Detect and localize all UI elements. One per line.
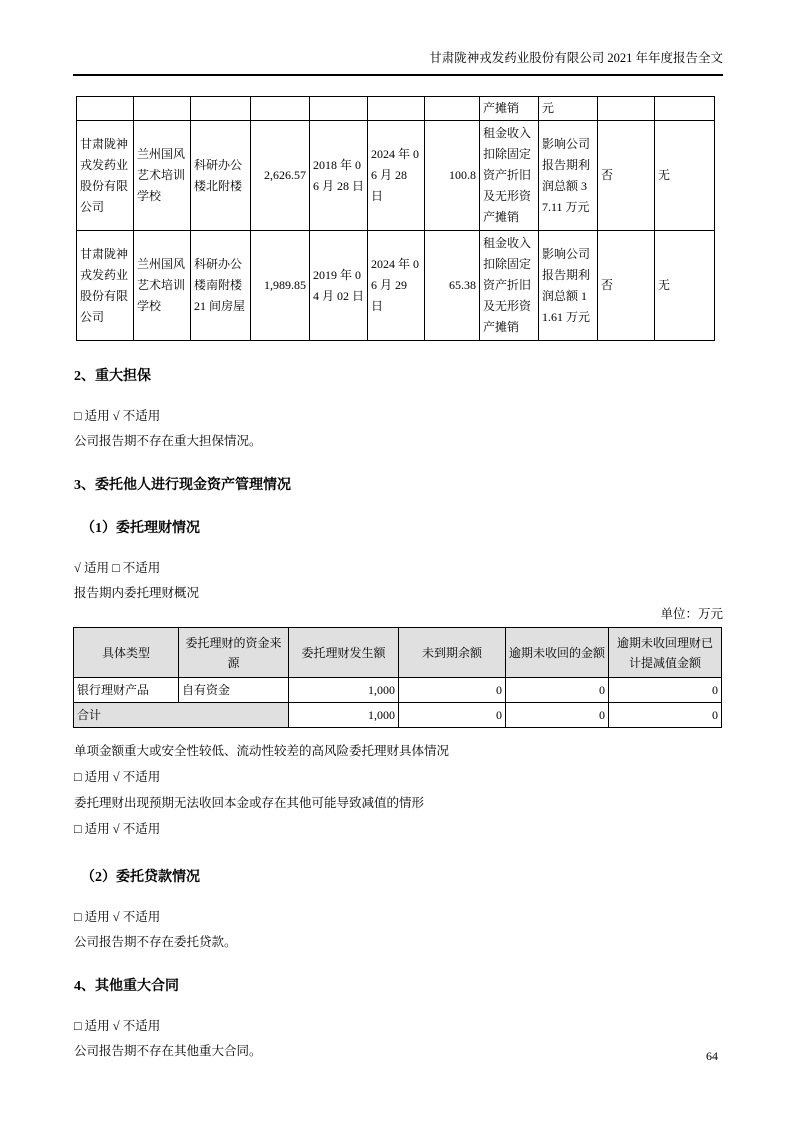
income-cell: 65.38 xyxy=(425,231,480,341)
carryover-unit-tail: 元 xyxy=(539,97,598,121)
applicability-line: □ 适用 √ 不适用 xyxy=(74,409,161,423)
applicability-line: □ 适用 √ 不适用 xyxy=(74,770,161,784)
end-date-cell: 2024 年 06 月 28 日 xyxy=(368,121,425,231)
related-transaction-cell: 否 xyxy=(598,121,655,231)
lease-table xyxy=(76,96,715,341)
report-header-title: 甘肃陇神戎发药业股份有限公司 2021 年年度报告全文 xyxy=(73,50,723,76)
related-transaction-cell: 否 xyxy=(598,231,655,341)
wm-amount-cell: 1,000 xyxy=(289,678,399,703)
wm-header-type: 具体类型 xyxy=(74,628,179,678)
wm-header-overdue: 逾期未收回的金额 xyxy=(506,628,609,678)
empty-cell xyxy=(251,97,310,121)
section-heading-entrusted: 3、委托他人进行现金资产管理情况 xyxy=(74,478,291,493)
wm-header-amount: 委托理财发生额 xyxy=(289,628,399,678)
amount-cell: 2,626.57 xyxy=(251,121,310,231)
wm-table-header-row xyxy=(74,628,722,678)
income-basis-cell: 租金收入扣除固定资产折旧及无形资产摊销 xyxy=(480,231,539,341)
income-cell: 100.8 xyxy=(425,121,480,231)
wm-table-data-row xyxy=(74,678,722,703)
unit-note: 单位：万元 xyxy=(660,607,723,621)
asset-cell: 科研办公楼南附楼 21 间房屋 xyxy=(191,231,251,341)
high-risk-label: 单项金额重大或安全性较低、流动性较差的高风险委托理财具体情况 xyxy=(74,744,450,758)
wm-total-amount-cell: 1,000 xyxy=(289,703,399,728)
lease-table-row xyxy=(77,231,715,341)
lease-table-row xyxy=(77,121,715,231)
relationship-cell: 无 xyxy=(655,231,715,341)
wm-total-overdue-cell: 0 xyxy=(506,703,609,728)
empty-cell xyxy=(310,97,368,121)
empty-cell xyxy=(77,97,134,121)
start-date-cell: 2019 年 04 月 02 日 xyxy=(310,231,368,341)
wm-outstanding-cell: 0 xyxy=(399,678,506,703)
empty-cell xyxy=(134,97,191,121)
empty-cell xyxy=(368,97,425,121)
wm-total-outstanding-cell: 0 xyxy=(399,703,506,728)
subsection-heading-loans: （2）委托贷款情况 xyxy=(81,870,200,885)
subsection-heading-wealth: （1）委托理财情况 xyxy=(81,521,200,536)
wm-impairment-cell: 0 xyxy=(609,678,722,703)
statement-line: 公司报告期不存在其他重大合同。 xyxy=(74,1044,262,1058)
wealth-management-table xyxy=(73,627,722,728)
applicability-line: √ 适用 □ 不适用 xyxy=(74,561,161,575)
relationship-cell: 无 xyxy=(655,121,715,231)
wm-type-cell: 银行理财产品 xyxy=(74,678,179,703)
wm-header-fund-source: 委托理财的资金来源 xyxy=(179,628,289,678)
asset-cell: 科研办公楼北附楼 xyxy=(191,121,251,231)
lessor-cell: 甘肃陇神戎发药业股份有限公司 xyxy=(77,231,134,341)
impact-cell: 影响公司报告期利润总额 37.11 万元 xyxy=(539,121,598,231)
wm-total-label: 合计 xyxy=(74,703,289,728)
overview-label: 报告期内委托理财概况 xyxy=(74,586,200,600)
applicability-line: □ 适用 √ 不适用 xyxy=(74,822,161,836)
empty-cell xyxy=(425,97,480,121)
wm-overdue-cell: 0 xyxy=(506,678,609,703)
carryover-income-basis-tail: 产摊销 xyxy=(480,97,539,121)
lease-table-carryover-row xyxy=(77,97,715,121)
wm-header-outstanding: 未到期余额 xyxy=(399,628,506,678)
wm-total-impairment-cell: 0 xyxy=(609,703,722,728)
lessor-cell: 甘肃陇神戎发药业股份有限公司 xyxy=(77,121,134,231)
wm-fund-source-cell: 自有资金 xyxy=(179,678,289,703)
empty-cell xyxy=(598,97,655,121)
income-basis-cell: 租金收入扣除固定资产折旧及无形资产摊销 xyxy=(480,121,539,231)
impact-cell: 影响公司报告期利润总额 11.61 万元 xyxy=(539,231,598,341)
applicability-line: □ 适用 √ 不适用 xyxy=(74,1019,161,1033)
page-number: 64 xyxy=(706,1049,718,1063)
end-date-cell: 2024 年 06 月 29 日 xyxy=(368,231,425,341)
section-heading-guarantee: 2、重大担保 xyxy=(74,369,151,384)
impairment-label: 委托理财出现预期无法收回本金或存在其他可能导致减值的情形 xyxy=(74,796,425,810)
statement-line: 公司报告期不存在委托贷款。 xyxy=(74,935,237,949)
section-heading-other-contracts: 4、其他重大合同 xyxy=(74,979,179,994)
wm-header-impairment: 逾期未收回理财已计提减值金额 xyxy=(609,628,722,678)
lessee-cell: 兰州国风艺术培训学校 xyxy=(134,121,191,231)
start-date-cell: 2018 年 06 月 28 日 xyxy=(310,121,368,231)
lessee-cell: 兰州国风艺术培训学校 xyxy=(134,231,191,341)
applicability-line: □ 适用 √ 不适用 xyxy=(74,910,161,924)
amount-cell: 1,989.85 xyxy=(251,231,310,341)
statement-line: 公司报告期不存在重大担保情况。 xyxy=(74,434,262,448)
empty-cell xyxy=(191,97,251,121)
empty-cell xyxy=(655,97,715,121)
wm-table-total-row xyxy=(74,703,722,728)
